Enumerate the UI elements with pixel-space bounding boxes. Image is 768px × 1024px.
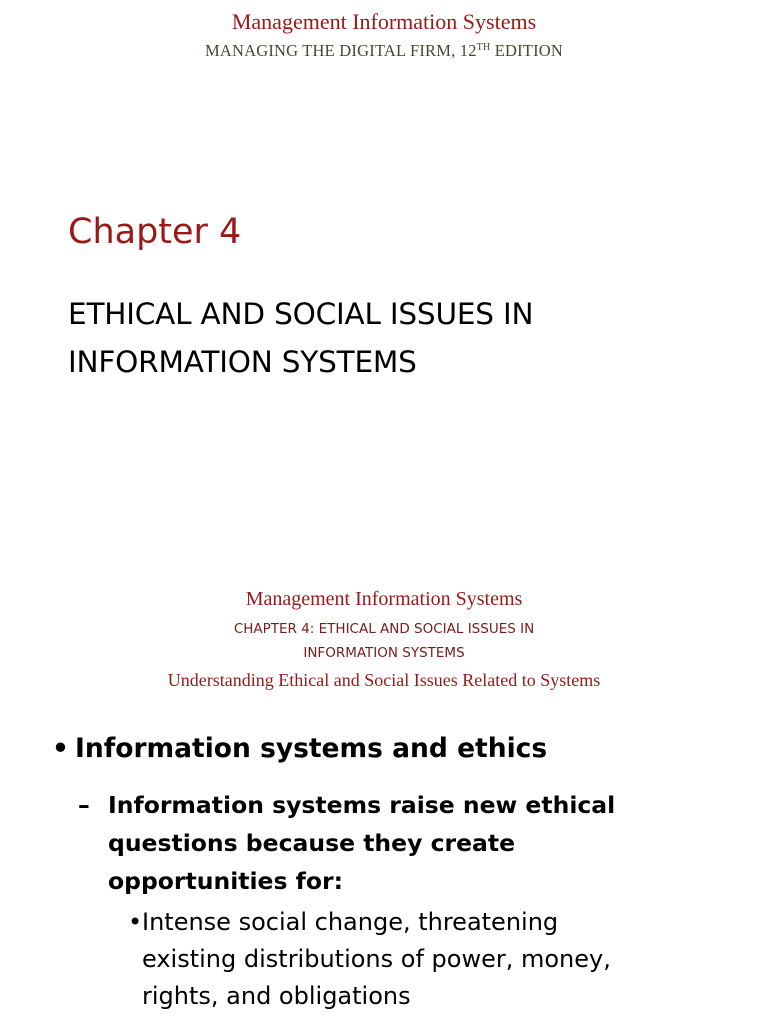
edition-suffix: EDITION (490, 41, 564, 60)
book-title: Management Information Systems (231, 9, 537, 34)
chapter-heading-line2: INFORMATION SYSTEMS (68, 345, 417, 379)
chapter-label-line2: INFORMATION SYSTEMS (303, 645, 465, 661)
chapter-label (0, 617, 768, 665)
chapter-number: Chapter 4 (68, 212, 242, 252)
bullet-text-line3: opportunities for: (108, 867, 344, 895)
content-slide (0, 575, 768, 1024)
bullet-text: Information systems and ethics (75, 733, 548, 764)
book-title: Management Information Systems (245, 588, 523, 610)
chapter-heading (68, 290, 748, 386)
chapter-label-line1: CHAPTER 4: ETHICAL AND SOCIAL ISSUES IN (233, 621, 535, 637)
chapter-heading-line1: ETHICAL AND SOCIAL ISSUES IN (68, 297, 534, 331)
bullet-dash: – (78, 791, 90, 819)
bullet-text (142, 904, 742, 1015)
section-title: Understanding Ethical and Social Issues Related to Systems (167, 670, 601, 690)
bullet-text-line2: existing distributions of power, money, (142, 945, 611, 973)
bullet-text-line1: Intense social change, threatening (142, 908, 559, 936)
edition-superscript: TH (476, 42, 491, 53)
book-edition (0, 40, 768, 62)
bullet-dot: • (52, 733, 69, 764)
bullet-text-line2: questions because they create (108, 829, 516, 857)
bullet-text (108, 786, 678, 900)
bullet-dot: • (128, 908, 143, 936)
bullet-text-line3: rights, and obligations (142, 982, 411, 1010)
edition-text: MANAGING THE DIGITAL FIRM, 12 (204, 41, 477, 60)
bullet-text-line1: Information systems raise new ethical (108, 791, 616, 819)
